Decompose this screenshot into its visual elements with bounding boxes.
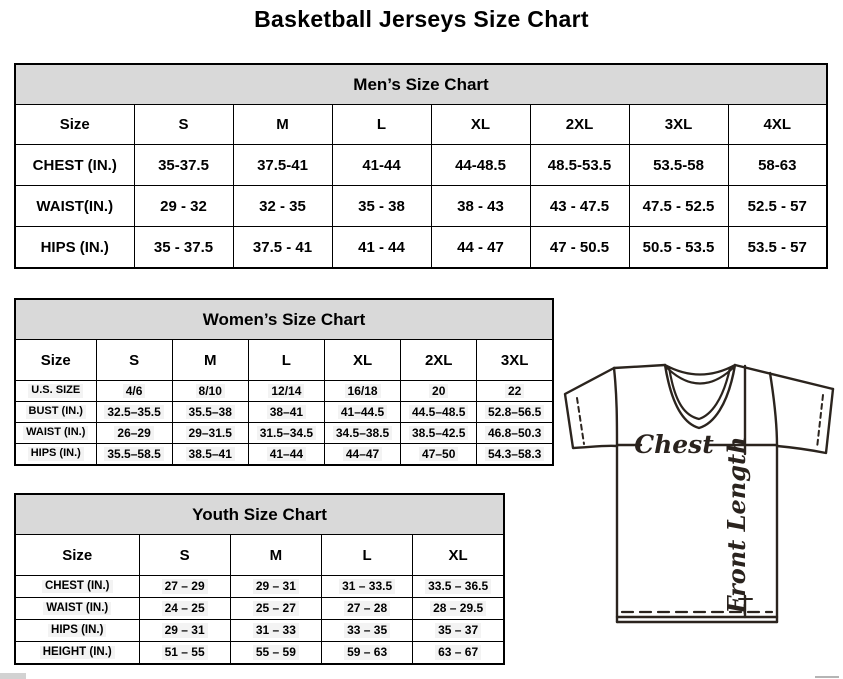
value-cell xyxy=(322,598,413,620)
column-header-cell: 4XL xyxy=(728,105,827,145)
cell-text: WAIST (IN.) xyxy=(23,426,88,439)
table-row xyxy=(15,402,553,423)
value-cell: 53.5-58 xyxy=(629,145,728,186)
column-header-row xyxy=(15,535,504,576)
value-cell xyxy=(324,402,400,423)
cell-text: 26–29 xyxy=(114,426,153,440)
value-cell xyxy=(322,576,413,598)
cell-text: 33 – 35 xyxy=(344,623,390,637)
value-cell: 38 - 43 xyxy=(431,186,530,227)
value-cell xyxy=(139,576,230,598)
value-cell: 37.5-41 xyxy=(233,145,332,186)
cell-text: 27 – 29 xyxy=(162,579,208,593)
table-title-row xyxy=(15,299,553,340)
value-cell: 35-37.5 xyxy=(134,145,233,186)
value-cell xyxy=(139,642,230,665)
value-cell xyxy=(230,576,321,598)
cell-text: 35.5–58.5 xyxy=(104,447,163,461)
value-cell xyxy=(322,620,413,642)
men-table-title: Men’s Size Chart xyxy=(15,64,827,105)
value-cell xyxy=(96,423,172,444)
cell-text: 52.8–56.5 xyxy=(485,405,544,419)
cell-text: U.S. SIZE xyxy=(28,384,83,397)
value-cell xyxy=(401,402,477,423)
jersey-cuff-dash-right xyxy=(817,395,823,448)
womens-size-table xyxy=(14,298,554,466)
row-label-cell xyxy=(15,576,139,598)
value-cell: 37.5 - 41 xyxy=(233,227,332,269)
value-cell: 29 - 32 xyxy=(134,186,233,227)
value-cell xyxy=(413,642,504,665)
value-cell xyxy=(324,381,400,402)
cell-text: BUST (IN.) xyxy=(26,405,86,418)
value-cell xyxy=(477,381,553,402)
jersey-armhole-left xyxy=(614,368,617,446)
column-header-cell: 2XL xyxy=(530,105,629,145)
value-cell: 48.5-53.5 xyxy=(530,145,629,186)
value-cell xyxy=(248,381,324,402)
value-cell xyxy=(96,402,172,423)
row-label-cell: CHEST (IN.) xyxy=(15,145,134,186)
column-header-cell: Size xyxy=(15,340,96,381)
table-row xyxy=(15,642,504,665)
value-cell xyxy=(248,402,324,423)
row-label-cell xyxy=(15,423,96,444)
value-cell xyxy=(248,444,324,466)
value-cell xyxy=(172,423,248,444)
jersey-shoulder-right xyxy=(735,365,833,389)
row-label-cell: HIPS (IN.) xyxy=(15,227,134,269)
cell-text: 41–44.5 xyxy=(338,405,387,419)
value-cell xyxy=(477,402,553,423)
column-header-row xyxy=(15,105,827,145)
cell-text: 20 xyxy=(429,384,448,398)
value-cell: 52.5 - 57 xyxy=(728,186,827,227)
cell-text: 25 – 27 xyxy=(253,601,299,615)
row-label-cell xyxy=(15,620,139,642)
row-label-cell: WAIST(IN.) xyxy=(15,186,134,227)
value-cell: 47.5 - 52.5 xyxy=(629,186,728,227)
value-cell xyxy=(172,444,248,466)
value-cell xyxy=(477,444,553,466)
value-cell xyxy=(96,444,172,466)
value-cell: 35 - 37.5 xyxy=(134,227,233,269)
cell-text: 33.5 – 36.5 xyxy=(425,579,491,593)
cell-text: 4/6 xyxy=(123,384,146,398)
cell-text: 8/10 xyxy=(196,384,225,398)
value-cell xyxy=(139,598,230,620)
column-header-cell: M xyxy=(172,340,248,381)
value-cell xyxy=(477,423,553,444)
chest-label: Chest xyxy=(634,430,714,459)
table-row xyxy=(15,444,553,466)
value-cell: 44-48.5 xyxy=(431,145,530,186)
value-cell: 35 - 38 xyxy=(332,186,431,227)
cell-text: 31.5–34.5 xyxy=(257,426,316,440)
column-header-cell: Size xyxy=(15,105,134,145)
cell-text: 32.5–35.5 xyxy=(104,405,163,419)
column-header-cell: 3XL xyxy=(477,340,553,381)
horizontal-scrollbar-track-fragment[interactable] xyxy=(815,676,839,678)
jersey-sleeve-right xyxy=(777,389,833,453)
column-header-cell: L xyxy=(332,105,431,145)
cell-text: 44.5–48.5 xyxy=(409,405,468,419)
jersey-collar-back-outer xyxy=(665,365,735,375)
cell-text: 63 – 67 xyxy=(435,645,481,659)
cell-text: HIPS (IN.) xyxy=(28,447,84,460)
cell-text: 38.5–41 xyxy=(186,447,235,461)
table-row xyxy=(15,576,504,598)
value-cell xyxy=(248,423,324,444)
jersey-armhole-right xyxy=(770,373,777,446)
value-cell: 32 - 35 xyxy=(233,186,332,227)
value-cell xyxy=(230,620,321,642)
cell-text: 47–50 xyxy=(419,447,458,461)
cell-text: HIPS (IN.) xyxy=(48,624,106,638)
value-cell xyxy=(401,381,477,402)
column-header-row xyxy=(15,340,553,381)
table-title-row xyxy=(15,64,827,105)
value-cell: 53.5 - 57 xyxy=(728,227,827,269)
table-row xyxy=(15,186,827,227)
cell-text: 28 – 29.5 xyxy=(430,601,486,615)
value-cell xyxy=(172,381,248,402)
women-table-title: Women’s Size Chart xyxy=(15,299,553,340)
value-cell: 43 - 47.5 xyxy=(530,186,629,227)
row-label-cell xyxy=(15,402,96,423)
jersey-measurement-diagram xyxy=(556,356,843,628)
cell-text: 38–41 xyxy=(267,405,306,419)
value-cell: 41 - 44 xyxy=(332,227,431,269)
value-cell xyxy=(172,402,248,423)
table-row xyxy=(15,381,553,402)
cell-text: 22 xyxy=(505,384,524,398)
value-cell xyxy=(324,444,400,466)
mens-size-table xyxy=(14,63,828,269)
cell-text: 29 – 31 xyxy=(253,579,299,593)
column-header-cell: S xyxy=(139,535,230,576)
value-cell xyxy=(413,620,504,642)
value-cell xyxy=(401,423,477,444)
cell-text: 34.5–38.5 xyxy=(333,426,392,440)
value-cell xyxy=(413,598,504,620)
cell-text: 35.5–38 xyxy=(186,405,235,419)
column-header-cell: M xyxy=(230,535,321,576)
value-cell: 41-44 xyxy=(332,145,431,186)
row-label-cell xyxy=(15,381,96,402)
cell-text: 29 – 31 xyxy=(162,623,208,637)
cell-text: 55 – 59 xyxy=(253,645,299,659)
value-cell xyxy=(413,576,504,598)
value-cell xyxy=(230,642,321,665)
row-label-cell xyxy=(15,598,139,620)
value-cell: 58-63 xyxy=(728,145,827,186)
cell-text: 59 – 63 xyxy=(344,645,390,659)
cell-text: 51 – 55 xyxy=(162,645,208,659)
value-cell xyxy=(322,642,413,665)
column-header-cell: 3XL xyxy=(629,105,728,145)
cell-text: HEIGHT (IN.) xyxy=(40,646,115,660)
cell-text: 31 – 33.5 xyxy=(339,579,395,593)
youth-table-title: Youth Size Chart xyxy=(15,494,504,535)
column-header-cell: S xyxy=(134,105,233,145)
value-cell: 50.5 - 53.5 xyxy=(629,227,728,269)
jersey-cuff-dash-left xyxy=(577,398,584,444)
value-cell: 44 - 47 xyxy=(431,227,530,269)
cell-text: 46.8–50.3 xyxy=(485,426,544,440)
horizontal-scrollbar-thumb[interactable] xyxy=(0,673,26,679)
youth-size-table xyxy=(14,493,505,665)
cell-text: 24 – 25 xyxy=(162,601,208,615)
cell-text: 38.5–42.5 xyxy=(409,426,468,440)
cell-text: 16/18 xyxy=(345,384,381,398)
cell-text: 31 – 33 xyxy=(253,623,299,637)
cell-text: 44–47 xyxy=(343,447,382,461)
table-row xyxy=(15,598,504,620)
cell-text: 12/14 xyxy=(268,384,304,398)
cell-text: CHEST (IN.) xyxy=(42,580,113,594)
value-cell: 47 - 50.5 xyxy=(530,227,629,269)
value-cell xyxy=(96,381,172,402)
jersey-sleeve-left xyxy=(565,368,617,448)
column-header-cell: XL xyxy=(431,105,530,145)
page-title: Basketball Jerseys Size Chart xyxy=(254,6,589,32)
table-row xyxy=(15,145,827,186)
value-cell xyxy=(230,598,321,620)
cell-text: 54.3–58.3 xyxy=(485,447,544,461)
row-label-cell xyxy=(15,444,96,466)
cell-text: 41–44 xyxy=(267,447,306,461)
table-title-row xyxy=(15,494,504,535)
column-header-cell: M xyxy=(233,105,332,145)
table-row xyxy=(15,227,827,269)
column-header-cell: L xyxy=(322,535,413,576)
front-length-label: Front Length xyxy=(722,436,751,614)
column-header-cell: Size xyxy=(15,535,139,576)
cell-text: 27 – 28 xyxy=(344,601,390,615)
cell-text: 29–31.5 xyxy=(186,426,235,440)
row-label-cell xyxy=(15,642,139,665)
column-header-cell: XL xyxy=(324,340,400,381)
jersey-shoulder-left xyxy=(614,365,665,368)
value-cell xyxy=(139,620,230,642)
table-row xyxy=(15,423,553,444)
column-header-cell: 2XL xyxy=(401,340,477,381)
value-cell xyxy=(324,423,400,444)
cell-text: WAIST (IN.) xyxy=(43,602,111,616)
table-row xyxy=(15,620,504,642)
column-header-cell: XL xyxy=(413,535,504,576)
column-header-cell: S xyxy=(96,340,172,381)
cell-text: 35 – 37 xyxy=(435,623,481,637)
value-cell xyxy=(401,444,477,466)
column-header-cell: L xyxy=(248,340,324,381)
